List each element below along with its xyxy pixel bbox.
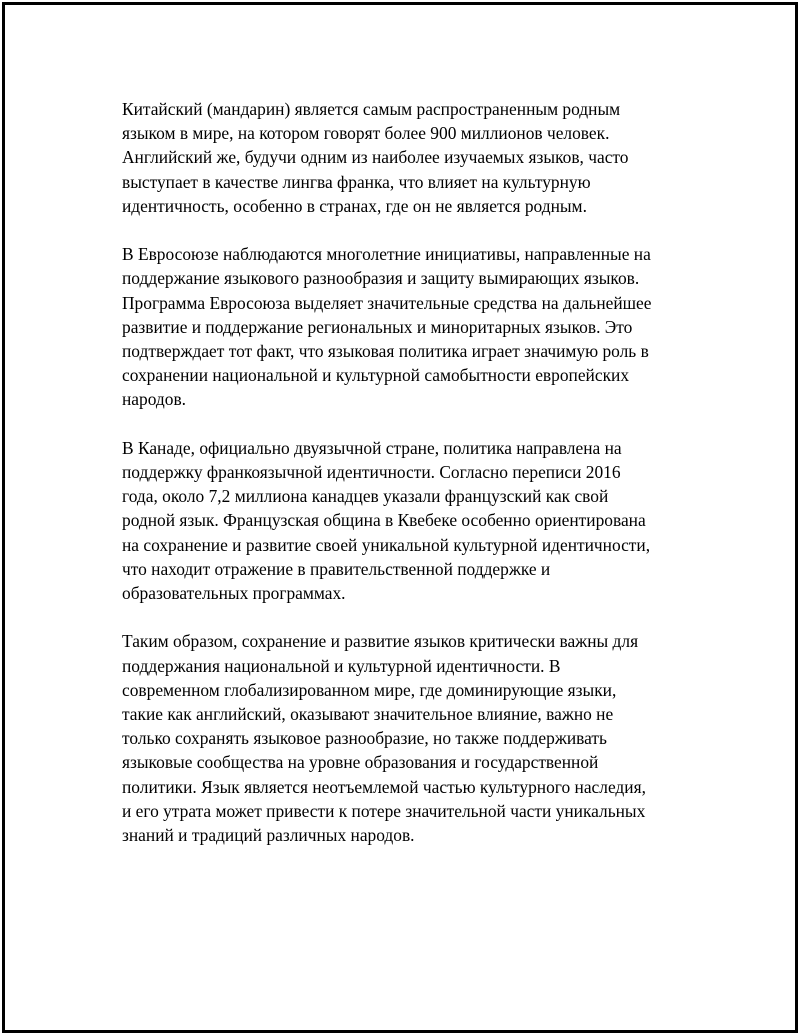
paragraph-2: В Евросоюзе наблюдаются многолетние инициативы, направленные на поддержание языкового разнообразия и защиту вымирающих языков. Программа Евросоюза выделяет значительные средства на дальнейшее развитие и поддержание региональных и миноритарных языков. Это подтверждает тот факт, что языковая политика играет значимую роль в сохранении национальной и культурной самобытности европейских народов. (122, 244, 652, 410)
paragraph-3: В Канаде, официально двуязычной стране, политика направлена на поддержку франкоязычной идентичности. Согласно переписи 2016 года, около 7,2 миллиона канадцев указали французский как свой родной язык. Французская община в Квебеке особенно ориентирована на сохранение и развитие своей уникальной культурной идентичности, что находит отражение в правительственной поддержке и образовательных программах. (122, 437, 651, 604)
paragraph-4: Таким образом, сохранение и развитие языков критически важны для поддержания национальной и культурной идентичности. В современном глобализированном мире, где доминирующие языки, такие как английский, оказывают значительное влияние, важно не только сохранять языковое разнообразие, но также поддерживать языковые сообщества на уровне образования и государственной политики. Язык является неотъемлемой частью культурного наследия, и его утрата может привести к потере значительной части уникальных знаний и традиций различных народов. (122, 631, 646, 846)
page-frame (2, 2, 798, 1033)
document-body (122, 97, 712, 871)
paragraph-1: Китайский (мандарин) является самым распространенным родным языком в мире, на котором говорят более 900 миллионов человек. Английский же, будучи одним из наиболее изучаемых языков, часто выступает в качестве лингва франка, что влияет на культурную идентичность, особенно в странах, где он не является родным. (122, 99, 629, 216)
